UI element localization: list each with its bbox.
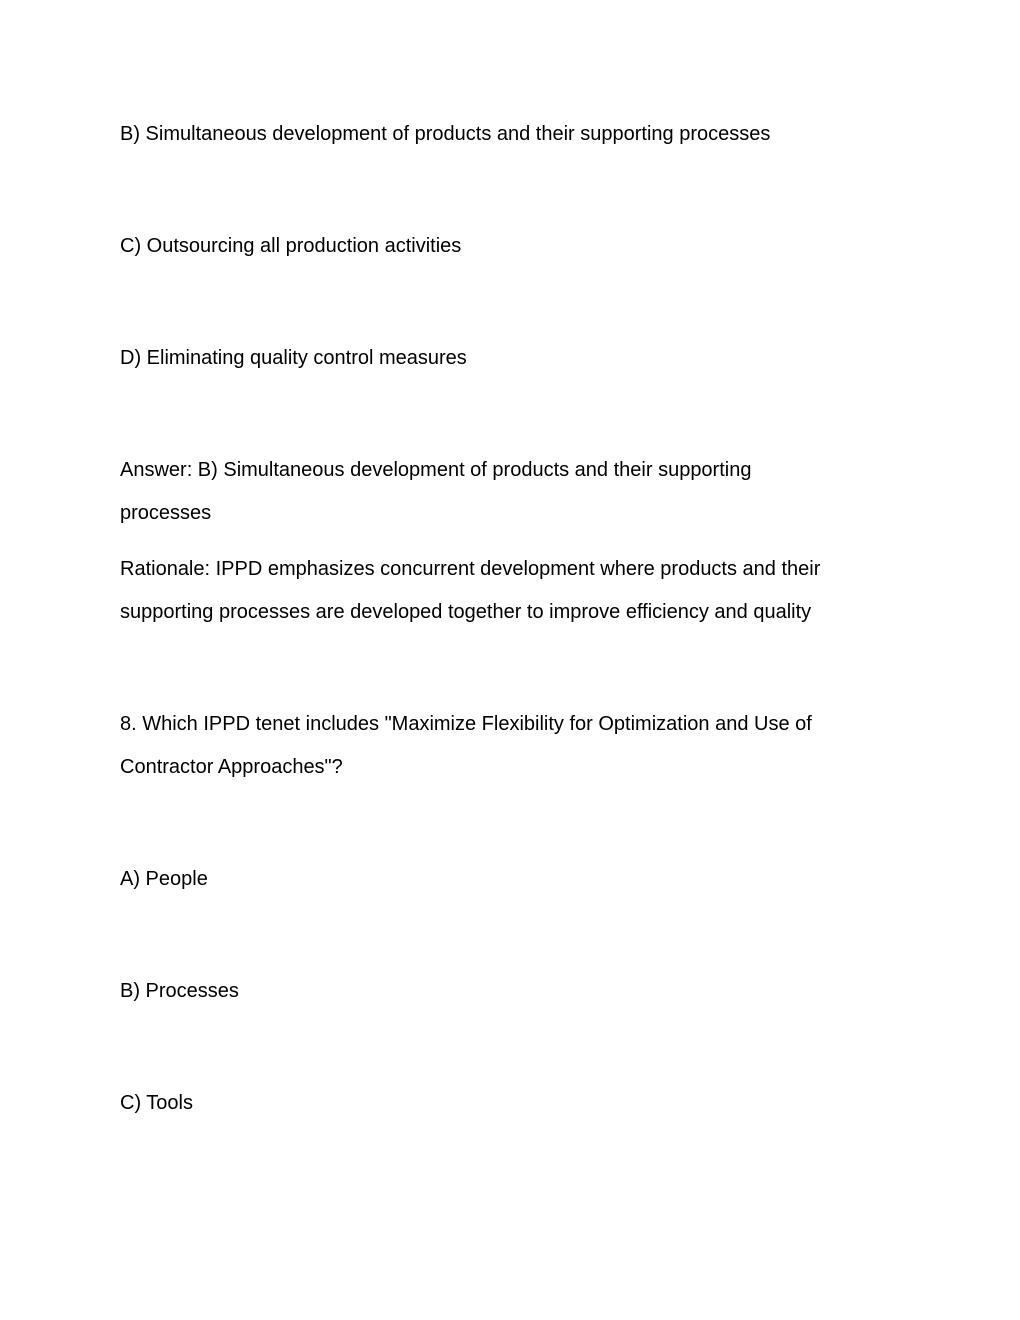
prev-option-d: D) Eliminating quality control measures	[120, 347, 467, 369]
prev-answer-line-2: processes	[120, 502, 212, 524]
prev-rationale-line-2: supporting processes are developed together to improve efficiency and quality	[120, 601, 812, 623]
prev-option-b: B) Simultaneous development of products and their supporting processes	[120, 123, 771, 145]
question-8-line-1: 8. Which IPPD tenet includes "Maximize Flexibility for Optimization and Use of	[120, 713, 812, 735]
prev-answer	[120, 449, 900, 535]
question-8-line-2: Contractor Approaches"?	[120, 756, 343, 778]
question-8-option-c: C) Tools	[120, 1092, 193, 1114]
question-8-text	[120, 703, 900, 789]
prev-option-c: C) Outsourcing all production activities	[120, 235, 462, 257]
question-8-option-b: B) Processes	[120, 980, 239, 1002]
prev-answer-line-1: Answer: B) Simultaneous development of products and their supporting	[120, 459, 752, 481]
question-8-option-a: A) People	[120, 868, 208, 890]
prev-rationale-line-1: Rationale: IPPD emphasizes concurrent development where products and their	[120, 558, 821, 580]
prev-rationale	[120, 548, 900, 634]
